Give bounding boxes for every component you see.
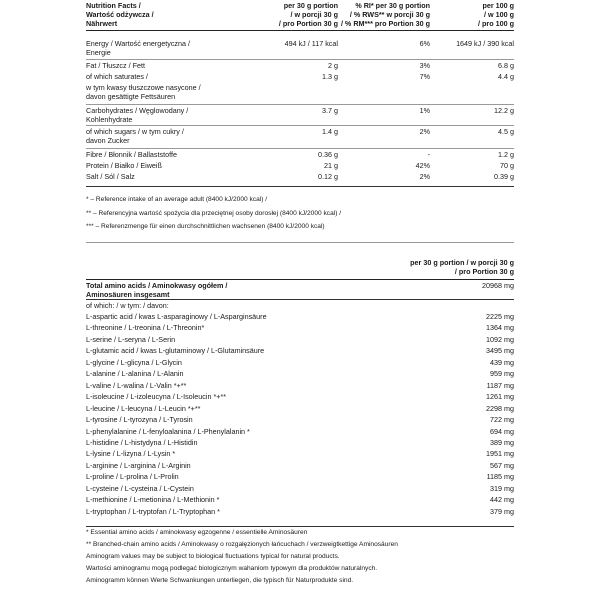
amino-header: per 30 g portion / w porcji 30 g / pro Portion 30 g (410, 258, 514, 276)
nutrition-header-title: Nutrition Facts / Wartość odżywcza / Nährwert (86, 1, 154, 28)
nutrition-row-ri: 3% (419, 61, 430, 70)
amino-row-value: 1261 mg (486, 392, 514, 401)
nutrition-row-per100: 70 g (500, 161, 514, 170)
amino-row-value: 694 mg (490, 427, 514, 436)
nutrition-row-portion: 1.4 g (322, 127, 338, 136)
amino-row-label: L-glycine / L-glicyna / L-Glycin (86, 358, 182, 367)
amino-row-label: L-arginine / L-arginina / L-Arginin (86, 461, 191, 470)
section-divider (86, 242, 514, 243)
amino-row-value: 959 mg (490, 369, 514, 378)
nutrition-row-label: Energy / Wartość energetyczna / Energie (86, 39, 190, 57)
amino-row-label: L-serine / L-seryna / L-Serin (86, 335, 176, 344)
amino-row-value: 1092 mg (486, 335, 514, 344)
amino-row-label: L-phenylalanine / L-fenyloalanina / L-Phenylalanin * (86, 427, 250, 436)
nutrition-row-per100: 4.4 g (498, 72, 514, 81)
nutrition-row-ri: 42% (415, 161, 430, 170)
nutrition-row-portion: 0.12 g (318, 172, 338, 181)
amino-row-label: L-aspartic acid / kwas L-asparaginowy / L-Asparginsäure (86, 312, 267, 321)
amino-row-label: L-histidine / L-histydyna / L-Histidin (86, 438, 198, 447)
amino-row-value: 1951 mg (486, 449, 514, 458)
amino-row-value: 442 mg (490, 495, 514, 504)
amino-footnote-3: Aminogram values may be subject to biological fluctuations typical for natural products. (86, 553, 340, 560)
nutrition-row-rule (86, 59, 514, 60)
amino-bottom-rule (86, 526, 514, 527)
amino-total-label: Total amino acids / Aminokwasy ogółem / Aminosäuren insgesamt (86, 281, 228, 299)
amino-row-value: 2298 mg (486, 404, 514, 413)
nutrition-header-rule (86, 30, 514, 31)
amino-row-value: 567 mg (490, 461, 514, 470)
amino-total-value: 20968 mg (482, 281, 514, 290)
amino-row-value: 1185 mg (486, 472, 514, 481)
nutrition-row-portion: 1.3 g (322, 72, 338, 81)
nutrition-header-per100: per 100 g / w 100 g / pro 100 g (478, 1, 514, 28)
nutrition-row-rule (86, 125, 514, 126)
nutrition-row-per100: 1.2 g (498, 150, 514, 159)
nutrition-row-ri: 2% (419, 172, 430, 181)
amino-row-label: L-cysteine / L-cysteina / L-Cystein (86, 484, 194, 493)
nutrition-row-rule (86, 104, 514, 105)
amino-row-label: L-leucine / L-leucyna / L-Leucin *+** (86, 404, 201, 413)
amino-row-label: L-isoleucine / L-izoleucyna / L-Isoleucin *+** (86, 392, 227, 401)
amino-row-label: L-methionine / L-metionina / L-Methionin * (86, 495, 220, 504)
amino-footnote-1: * Essential amino acids / aminokwasy egzogenne / essentielle Aminosäuren (86, 529, 308, 536)
nutrition-header-portion: per 30 g portion / w porcji 30 g / pro Portion 30 g (278, 1, 338, 28)
nutrition-row-portion: 0.36 g (318, 150, 338, 159)
nutrition-row-portion: 21 g (324, 161, 338, 170)
amino-row-value: 1187 mg (486, 381, 514, 390)
nutrition-row-label: Salt / Sól / Salz (86, 172, 135, 181)
nutrition-row-label: Carbohydrates / Węglowodany / Kohlenhydrate (86, 106, 189, 124)
amino-row-value: 2225 mg (486, 312, 514, 321)
amino-header-rule (86, 279, 514, 280)
amino-row-label: L-proline / L-prolina / L-Prolin (86, 472, 179, 481)
amino-row-label: L-threonine / L-treonina / L-Threonin* (86, 323, 205, 332)
nutrition-row-ri: - (427, 150, 430, 159)
nutrition-bottom-rule (86, 186, 514, 187)
amino-row-value: 439 mg (490, 358, 514, 367)
amino-total-rule (86, 299, 514, 300)
nutrition-row-label: Fibre / Błonnik / Ballaststoffe (86, 150, 177, 159)
amino-row-value: 319 mg (490, 484, 514, 493)
amino-row-label: L-lysine / L-lizyna / L-Lysin * (86, 449, 176, 458)
nutrition-row-per100: 12.2 g (494, 106, 514, 115)
nutrition-row-label: Protein / Białko / Eiweiß (86, 161, 162, 170)
amino-row-label: L-alanine / L-alanina / L-Alanin (86, 369, 184, 378)
amino-footnote-2: ** Branched-chain amino acids / Aminokwasy o rozgałęzionych łańcuchach / verzweigtkettige Aminosäuren (86, 541, 398, 548)
amino-row-value: 379 mg (490, 507, 514, 516)
nutrition-row-ri: 6% (419, 39, 430, 48)
nutrition-row-label: of which saturates / (86, 72, 148, 81)
nutrition-row-label: of which sugars / w tym cukry / davon Zucker (86, 127, 184, 145)
nutrition-row-ri: 1% (419, 106, 430, 115)
nutrition-row-label: Fat / Tłuszcz / Fett (86, 61, 145, 70)
nutrition-footnote-1: * – Reference intake of an average adult (8400 kJ/2000 kcal) / (86, 196, 268, 203)
amino-row-value: 1364 mg (486, 323, 514, 332)
amino-row-value: 389 mg (490, 438, 514, 447)
nutrition-row-per100: 0.39 g (494, 172, 514, 181)
nutrition-row-ri: 7% (419, 72, 430, 81)
nutrition-row-ri: 2% (419, 127, 430, 136)
nutrition-row-portion: 3.7 g (322, 106, 338, 115)
amino-row-label: L-valine / L-walina / L-Valin *+** (86, 381, 187, 390)
nutrition-row-per100: 4.5 g (498, 127, 514, 136)
nutrition-footnote-2: ** – Referencyjna wartość spożycia dla przeciętnej osoby dorosłej (8400 kJ/2000 kcal) / (86, 210, 342, 217)
amino-row-label: L-tryptophan / L-tryptofan / L-Tryptophan * (86, 507, 220, 516)
amino-row-value: 3495 mg (486, 346, 514, 355)
nutrition-row-portion: 494 kJ / 117 kcal (284, 39, 338, 48)
nutrition-row-per100: 1649 kJ / 390 kcal (456, 39, 514, 48)
amino-row-label: L-tyrosine / L-tyrozyna / L-Tyrosin (86, 415, 193, 424)
nutrition-row-per100: 6.8 g (498, 61, 514, 70)
nutrition-footnote-3: *** – Referenzmenge für einen durchschnittlichen wachsenen (8400 kJ/2000 kcal) (86, 223, 325, 230)
amino-row-label: L-glutamic acid / kwas L-glutaminowy / L-Glutaminsäure (86, 346, 265, 355)
amino-which-label: of which: / w tym: / davon: (86, 301, 169, 310)
amino-row-value: 722 mg (490, 415, 514, 424)
nutrition-row-portion: 2 g (328, 61, 338, 70)
amino-footnote-4: Wartości aminogramu mogą podlegać biologicznym wahaniom typowym dla produktów naturalnych. (86, 565, 378, 572)
nutrition-row-label: w tym kwasy tłuszczowe nasycone / davon gesättigte Fettsäuren (86, 83, 201, 101)
nutrition-row-rule (86, 148, 514, 149)
amino-footnote-5: Aminogramm können Werte Schwankungen unterliegen, die typisch für Naturprodukte sind. (86, 577, 354, 584)
nutrition-header-ri: % RI* per 30 g portion / % RWS** w porcji 30 g / % RM*** pro Portion 30 g (340, 1, 430, 28)
